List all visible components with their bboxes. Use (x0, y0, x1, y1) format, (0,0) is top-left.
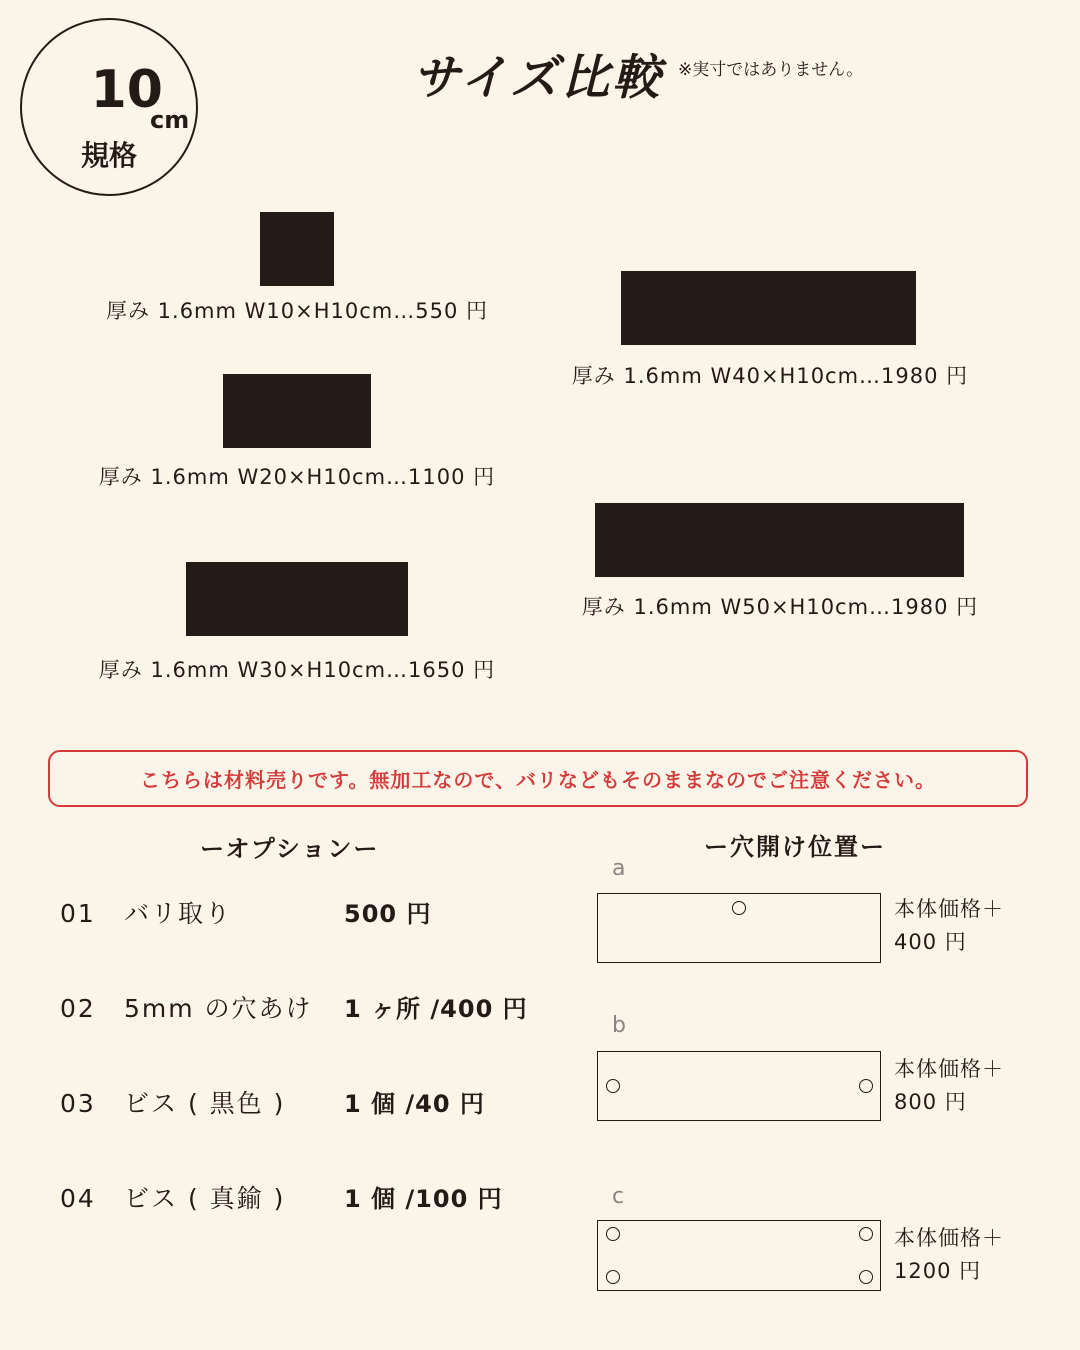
option-number: 01 (60, 899, 96, 928)
size-label-w40: 厚み 1.6mm W40×H10cm…1980 円 (571, 364, 969, 388)
hole-marker (732, 901, 746, 915)
hole-marker (606, 1227, 620, 1241)
option-price: 1 個 /40 円 (344, 1090, 485, 1118)
size-spec-badge (20, 18, 198, 196)
option-price: 500 円 (344, 900, 432, 928)
option-number: 03 (60, 1089, 96, 1118)
hole-price-base: 本体価格＋ (894, 1226, 1004, 1250)
hole-marker (859, 1227, 873, 1241)
badge-unit: cm (150, 106, 190, 134)
material-notice: こちらは材料売りです。無加工なので、バリなどもそのままなのでご注意ください。 (48, 750, 1028, 807)
page-title: サイズ比較 (412, 50, 664, 106)
hole-marker (859, 1079, 873, 1093)
hole-price-amount: 400 円 (894, 930, 967, 954)
badge-label: 規格 (80, 139, 137, 172)
badge-number: 10 (90, 60, 163, 120)
hole-position-heading: ー穴開け位置ー (704, 833, 886, 861)
hole-layout-plate-a (597, 893, 881, 963)
option-number: 04 (60, 1184, 96, 1213)
option-price: 1 ヶ所 /400 円 (344, 995, 528, 1023)
size-label-w50: 厚み 1.6mm W50×H10cm…1980 円 (581, 595, 979, 619)
option-name: バリ取り (124, 899, 233, 928)
size-label-w20: 厚み 1.6mm W20×H10cm…1100 円 (98, 465, 496, 489)
option-name: ビス ( 真鍮 ) (124, 1184, 286, 1213)
size-label-w10: 厚み 1.6mm W10×H10cm…550 円 (105, 299, 488, 323)
hole-layout-letter: c (612, 1184, 625, 1209)
option-name: 5mm の穴あけ (124, 994, 313, 1023)
hole-price-base: 本体価格＋ (894, 897, 1004, 921)
sample-plate-w10 (260, 212, 334, 286)
option-number: 02 (60, 994, 96, 1023)
hole-layout-letter: b (612, 1013, 626, 1038)
hole-layout-plate-c (597, 1220, 881, 1291)
hole-price-b (894, 1053, 1004, 1119)
hole-price-base: 本体価格＋ (894, 1057, 1004, 1081)
hole-price-c (894, 1222, 1004, 1288)
sample-plate-w20 (223, 374, 371, 448)
title-note: ※実寸ではありません。 (678, 60, 864, 80)
hole-marker (606, 1079, 620, 1093)
option-name: ビス ( 黒色 ) (124, 1089, 286, 1118)
hole-price-amount: 1200 円 (894, 1259, 982, 1283)
sample-plate-w50 (595, 503, 964, 577)
option-price: 1 個 /100 円 (344, 1185, 503, 1213)
options-heading: ーオプションー (200, 835, 380, 863)
size-label-w30: 厚み 1.6mm W30×H10cm…1650 円 (98, 658, 496, 682)
hole-layout-letter: a (612, 856, 626, 881)
sample-plate-w40 (621, 271, 916, 345)
sample-plate-w30 (186, 562, 408, 636)
hole-layout-plate-b (597, 1051, 881, 1121)
hole-marker (606, 1270, 620, 1284)
hole-price-a (894, 893, 1004, 959)
hole-marker (859, 1270, 873, 1284)
hole-price-amount: 800 円 (894, 1090, 967, 1114)
